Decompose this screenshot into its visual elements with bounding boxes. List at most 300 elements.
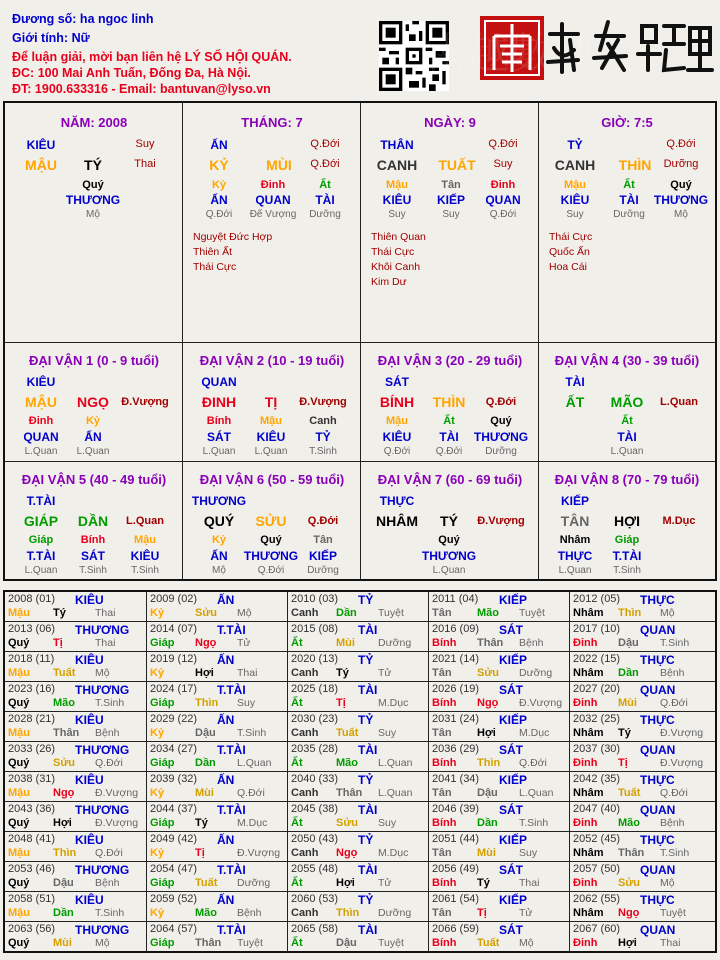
year-cell[interactable] <box>288 832 429 862</box>
year-label: 2026 (19) <box>432 683 480 695</box>
year-label: 2037 (30) <box>573 743 621 755</box>
decade-hidden-stem: Giáp <box>28 534 54 546</box>
hidden-god-star: KIÊU <box>382 193 412 207</box>
year-cell[interactable] <box>147 742 288 772</box>
seal-icon <box>425 10 714 86</box>
year-label: 2020 (13) <box>291 653 339 665</box>
year-stem: Ất <box>291 877 303 889</box>
decade-hidden-stage: Q.Đới <box>383 446 411 457</box>
decade-hidden-star: KIÊU <box>130 549 160 563</box>
year-label: 2032 (25) <box>573 713 621 725</box>
year-stage: M.Dục <box>237 817 268 829</box>
contact-invite: Để luận giải, mời bạn liên hệ LÝ SỐ HỘI QUÁN. <box>12 50 292 64</box>
decade-hidden-star: KIẾP <box>308 549 338 563</box>
year-cell[interactable] <box>429 922 570 952</box>
decade-branch: TÝ <box>440 513 458 529</box>
year-branch: Hợi <box>53 817 72 829</box>
year-label: 2038 (31) <box>8 773 56 785</box>
year-stem: Nhâm <box>573 907 604 919</box>
hidden-stem: Mậu <box>386 179 408 191</box>
decade-title: ĐẠI VẬN 2 (10 - 19 tuổi) <box>199 353 345 368</box>
decade-hidden-stage: T.Sinh <box>613 565 641 576</box>
year-god-star: KIẾP <box>499 593 528 607</box>
year-stage: L.Quan <box>237 757 272 769</box>
hidden-stage: Suy <box>566 209 584 220</box>
year-god-star: T.TÀI <box>217 683 246 697</box>
year-label: 2030 (23) <box>291 713 339 725</box>
special-star: Thái Cực <box>193 261 237 273</box>
year-branch: Sửu <box>53 757 76 769</box>
year-cell[interactable] <box>570 772 715 802</box>
year-stem: Đinh <box>573 877 598 889</box>
decade-hidden-stem: Bính <box>206 415 232 427</box>
year-cell[interactable] <box>288 682 429 712</box>
year-label: 2025 (18) <box>291 683 339 695</box>
hidden-stage: Đế Vượng <box>249 209 297 220</box>
decade-hidden-stem: Canh <box>309 415 337 427</box>
year-cell[interactable] <box>429 712 570 742</box>
year-stage: Đ.Vượng <box>660 727 704 739</box>
year-stage: M.Dục <box>378 697 409 709</box>
year-god-star: T.TÀI <box>217 803 246 817</box>
year-branch: Dần <box>53 907 74 919</box>
year-stem: Mậu <box>8 727 30 739</box>
year-stage: Mộ <box>95 937 110 949</box>
year-cell[interactable] <box>147 712 288 742</box>
year-cell[interactable] <box>288 892 429 922</box>
decade-branch: TỊ <box>264 394 278 410</box>
year-stage: Đ.Vượng <box>237 847 281 859</box>
year-branch: Tị <box>336 697 346 709</box>
year-cell[interactable] <box>429 742 570 772</box>
year-cell[interactable] <box>5 712 147 742</box>
year-stem: Canh <box>291 667 319 679</box>
year-stem: Mậu <box>8 607 30 619</box>
decade-title: ĐẠI VẬN 4 (30 - 39 tuổi) <box>554 353 700 368</box>
earthly-branch: TUẤT <box>438 157 476 173</box>
year-cell[interactable] <box>5 772 147 802</box>
decade-stage: Đ.Vượng <box>121 396 169 408</box>
site-logo[interactable] <box>425 10 714 86</box>
year-stem: Quý <box>8 697 30 709</box>
decade-god-star: KIÊU <box>26 375 56 389</box>
decade-7[interactable] <box>361 462 539 579</box>
year-god-star: QUAN <box>640 623 676 637</box>
year-label: 2053 (46) <box>8 863 56 875</box>
year-branch: Ngọ <box>336 847 358 859</box>
decade-stage: Đ.Vượng <box>477 515 525 527</box>
year-stage: Đ.Vượng <box>519 697 563 709</box>
hidden-god-star: THƯƠNG <box>653 193 709 207</box>
pillar-god-star: THÂN <box>380 138 414 152</box>
branch-stage: Dưỡng <box>663 158 699 170</box>
year-label: 2062 (55) <box>573 893 621 905</box>
heavenly-stem: KỶ <box>209 157 229 173</box>
year-branch: Thìn <box>477 757 501 769</box>
pillar-god-star: ẤN <box>210 138 228 152</box>
decade-1[interactable] <box>5 343 183 462</box>
year-cell[interactable] <box>288 592 429 622</box>
decade-hidden-stem: Quý <box>490 415 512 427</box>
year-god-star: ẤN <box>217 653 235 667</box>
hidden-stage: Dưỡng <box>309 209 341 220</box>
year-stem: Canh <box>291 607 319 619</box>
year-stem: Bính <box>432 637 457 649</box>
year-stem: Đinh <box>573 697 598 709</box>
year-god-star: TÀI <box>358 743 378 757</box>
decade-2[interactable] <box>183 343 361 462</box>
year-stage: Suy <box>519 847 538 859</box>
decade-god-star: SÁT <box>385 375 409 389</box>
year-cell[interactable] <box>570 592 715 622</box>
year-god-star: T.TÀI <box>217 863 246 877</box>
year-stem: Nhâm <box>573 847 604 859</box>
year-stage: Q.Đới <box>95 847 123 859</box>
year-cell[interactable] <box>570 922 715 952</box>
special-star: Khôi Canh <box>371 261 421 273</box>
hidden-stem: Mậu <box>564 179 586 191</box>
year-cell[interactable] <box>288 802 429 832</box>
year-cell[interactable] <box>429 622 570 652</box>
year-branch: Dần <box>618 667 639 679</box>
pillar-3[interactable] <box>361 103 539 343</box>
year-cell[interactable] <box>429 592 570 622</box>
year-stage: Mộ <box>95 667 110 679</box>
year-cell[interactable] <box>288 922 429 952</box>
decade-god-star: KIẾP <box>560 494 590 508</box>
year-stage: Đ.Vượng <box>660 757 704 769</box>
decade-hidden-stage: L.Quan <box>558 565 592 576</box>
year-branch: Sửu <box>195 607 218 619</box>
year-stem: Tân <box>432 907 452 919</box>
year-god-star: QUAN <box>640 923 676 937</box>
year-god-star: THỰC <box>640 593 675 607</box>
decade-title: ĐẠI VẬN 3 (20 - 29 tuổi) <box>377 353 523 368</box>
year-cell[interactable] <box>570 892 715 922</box>
year-label: 2012 (05) <box>573 593 621 605</box>
year-stem: Bính <box>432 757 457 769</box>
pillar-1[interactable] <box>5 103 183 343</box>
branch-stage: Q.Đới <box>310 158 340 170</box>
year-label: 2036 (29) <box>432 743 480 755</box>
year-label: 2056 (49) <box>432 863 480 875</box>
decade-god-star: TÀI <box>565 375 585 389</box>
decade-hidden-stage: L.Quan <box>202 446 236 457</box>
year-cell[interactable] <box>5 652 147 682</box>
year-cell[interactable] <box>570 622 715 652</box>
year-stem: Nhâm <box>573 667 604 679</box>
year-stage: T.Sinh <box>519 817 549 829</box>
year-god-star: KIÊU <box>75 833 104 847</box>
year-stem: Giáp <box>150 937 175 949</box>
year-cell[interactable] <box>288 772 429 802</box>
year-cell[interactable] <box>147 832 288 862</box>
header <box>0 0 720 100</box>
year-cell[interactable] <box>570 832 715 862</box>
year-god-star: THỰC <box>640 833 675 847</box>
year-label: 2031 (24) <box>432 713 480 725</box>
year-stage: Thai <box>237 667 258 679</box>
year-cell[interactable] <box>570 682 715 712</box>
year-branch: Dậu <box>195 727 216 739</box>
year-cell[interactable] <box>147 922 288 952</box>
pillar-4[interactable] <box>539 103 715 343</box>
year-stem: Đinh <box>573 757 598 769</box>
year-stage: Tuyệt <box>237 937 263 949</box>
pillar-god-star: TỶ <box>567 138 583 152</box>
decade-hidden-star: ẤN <box>210 549 228 563</box>
decade-hidden-star: SÁT <box>207 430 231 444</box>
year-cell[interactable] <box>5 922 147 952</box>
decade-god-star: THỰC <box>379 494 415 508</box>
special-star: Thái Cực <box>371 246 415 258</box>
year-stem: Bính <box>432 697 457 709</box>
year-branch: Tuất <box>53 667 76 679</box>
year-god-star: KIÊU <box>75 653 104 667</box>
decade-hidden-star: THƯƠNG <box>243 549 299 563</box>
year-god-star: THỰC <box>640 713 675 727</box>
decade-hidden-stem: Quý <box>260 534 282 546</box>
year-stage: Bệnh <box>95 727 120 739</box>
year-god-star: KIÊU <box>75 893 104 907</box>
year-god-star: THƯƠNG <box>75 803 130 817</box>
year-branch: Tuất <box>477 937 500 949</box>
year-god-star: TÀI <box>358 683 378 697</box>
year-god-star: TỶ <box>358 773 374 787</box>
year-cell[interactable] <box>288 862 429 892</box>
year-cell[interactable] <box>429 832 570 862</box>
special-star: Quốc Ấn <box>549 246 590 258</box>
year-cell[interactable] <box>5 892 147 922</box>
year-stage: Thai <box>95 607 116 619</box>
decade-hidden-stem: Mậu <box>134 534 156 546</box>
year-cell[interactable] <box>288 622 429 652</box>
year-god-star: SÁT <box>499 683 523 697</box>
year-cell[interactable] <box>5 802 147 832</box>
year-branch: Ngọ <box>53 787 75 799</box>
year-stage: Tuyệt <box>378 937 404 949</box>
decade-hidden-stem: Quý <box>438 534 460 546</box>
year-stage: Mộ <box>237 607 252 619</box>
year-cell[interactable] <box>570 862 715 892</box>
hidden-stage: Mộ <box>674 209 688 220</box>
decade-hidden-star: THƯƠNG <box>421 549 477 563</box>
year-branch: Sửu <box>336 817 359 829</box>
year-stem: Tân <box>432 727 452 739</box>
decade-stage: L.Quan <box>660 396 698 408</box>
contact-address: ĐC: 100 Mai Anh Tuấn, Đống Đa, Hà Nội. <box>12 66 251 80</box>
year-branch: Mùi <box>477 847 496 859</box>
year-stage: Bệnh <box>519 637 544 649</box>
year-label: 2050 (43) <box>291 833 339 845</box>
year-stage: T.Sinh <box>237 727 267 739</box>
decade-stem: TÂN <box>560 513 590 529</box>
chart-board <box>3 101 717 581</box>
year-god-star: THỰC <box>640 893 675 907</box>
decade-hidden-stem: Mậu <box>260 415 282 427</box>
year-label: 2009 (02) <box>150 593 198 605</box>
year-cell[interactable] <box>5 592 147 622</box>
year-god-star: TÀI <box>358 923 378 937</box>
year-cell[interactable] <box>429 892 570 922</box>
year-branch: Hợi <box>195 667 214 679</box>
year-label: 2046 (39) <box>432 803 480 815</box>
year-god-star: T.TÀI <box>217 743 246 757</box>
pillar-2[interactable] <box>183 103 361 343</box>
year-god-star: TỶ <box>358 893 374 907</box>
decade-hidden-stage: T.Sinh <box>309 446 337 457</box>
year-cell[interactable] <box>147 892 288 922</box>
year-branch: Tị <box>53 637 63 649</box>
year-label: 2019 (12) <box>150 653 198 665</box>
year-cell[interactable] <box>5 622 147 652</box>
year-cell[interactable] <box>429 772 570 802</box>
year-stem: Bính <box>432 817 457 829</box>
year-label: 2041 (34) <box>432 773 480 785</box>
year-cell[interactable] <box>147 802 288 832</box>
year-label: 2039 (32) <box>150 773 198 785</box>
year-cell[interactable] <box>147 772 288 802</box>
year-branch: Dần <box>477 817 498 829</box>
year-cell[interactable] <box>147 622 288 652</box>
decade-3[interactable] <box>361 343 539 462</box>
year-stem: Mậu <box>8 787 30 799</box>
decade-branch: MÃO <box>610 394 644 410</box>
year-cell[interactable] <box>5 862 147 892</box>
year-cell[interactable] <box>147 652 288 682</box>
pillar-title: NĂM: 2008 <box>60 115 128 130</box>
year-cell[interactable] <box>570 712 715 742</box>
decade-god-star: T.TÀI <box>26 494 56 508</box>
year-god-star: QUAN <box>640 743 676 757</box>
year-label: 2059 (52) <box>150 893 198 905</box>
year-label: 2017 (10) <box>573 623 621 635</box>
year-cell[interactable] <box>5 682 147 712</box>
yearly-fortune-grid <box>3 590 717 953</box>
year-cell[interactable] <box>5 832 147 862</box>
hidden-stage: Q.Đới <box>205 209 233 220</box>
decade-hidden-star: THƯƠNG <box>473 430 529 444</box>
year-stage: Tử <box>237 637 251 649</box>
decade-title: ĐẠI VẬN 8 (70 - 79 tuổi) <box>554 472 700 487</box>
decade-stem: MẬU <box>25 394 57 410</box>
year-stage: Tuyệt <box>378 607 404 619</box>
year-label: 2054 (47) <box>150 863 198 875</box>
year-label: 2014 (07) <box>150 623 198 635</box>
decade-hidden-stem: Kỷ <box>211 534 227 546</box>
heavenly-stem: CANH <box>554 157 596 173</box>
year-cell[interactable] <box>288 652 429 682</box>
year-cell[interactable] <box>5 742 147 772</box>
year-stem: Ất <box>291 697 303 709</box>
year-branch: Mão <box>195 907 217 919</box>
year-stem: Ất <box>291 757 303 769</box>
year-branch: Ngọ <box>618 907 640 919</box>
year-stage: Bệnh <box>660 667 685 679</box>
year-stage: Q.Đới <box>660 787 688 799</box>
year-cell[interactable] <box>288 712 429 742</box>
year-cell[interactable] <box>429 802 570 832</box>
year-cell[interactable] <box>147 682 288 712</box>
decade-title: ĐẠI VẬN 6 (50 - 59 tuổi) <box>199 472 345 487</box>
pillar-stage: Q.Đới <box>666 138 696 150</box>
year-stage: Thai <box>95 637 116 649</box>
decade-hidden-stage: L.Quan <box>432 565 466 576</box>
decade-4[interactable] <box>539 343 715 462</box>
year-god-star: SÁT <box>499 743 523 757</box>
year-branch: Thìn <box>195 697 219 709</box>
gender: Giới tính: Nữ <box>12 31 90 45</box>
year-cell[interactable] <box>429 862 570 892</box>
decade-hidden-star: KIÊU <box>256 430 286 444</box>
year-cell[interactable] <box>570 742 715 772</box>
year-branch: Mão <box>618 817 640 829</box>
year-label: 2057 (50) <box>573 863 621 875</box>
year-god-star: KIẾP <box>499 713 528 727</box>
year-cell[interactable] <box>429 652 570 682</box>
hidden-god-star: THƯƠNG <box>65 193 121 207</box>
heavenly-stem: MẬU <box>25 157 57 173</box>
year-cell[interactable] <box>147 862 288 892</box>
year-branch: Hợi <box>618 937 637 949</box>
year-god-star: TỶ <box>358 593 374 607</box>
year-cell[interactable] <box>570 652 715 682</box>
year-god-star: THƯƠNG <box>75 923 130 937</box>
year-cell[interactable] <box>429 682 570 712</box>
pillar-god-star: KIÊU <box>26 138 56 152</box>
year-stem: Đinh <box>573 817 598 829</box>
decade-5[interactable] <box>5 462 183 579</box>
hidden-god-star: QUAN <box>255 193 291 207</box>
year-branch: Mùi <box>336 637 355 649</box>
year-cell[interactable] <box>288 742 429 772</box>
year-label: 2048 (41) <box>8 833 56 845</box>
year-label: 2058 (51) <box>8 893 56 905</box>
decade-hidden-stage: Mộ <box>212 565 226 576</box>
hidden-stage: Dưỡng <box>613 209 645 220</box>
year-stem: Kỷ <box>150 607 165 619</box>
decade-hidden-stem: Mậu <box>386 415 408 427</box>
year-cell[interactable] <box>147 592 288 622</box>
year-label: 2027 (20) <box>573 683 621 695</box>
decade-stem: BÍNH <box>379 394 415 410</box>
year-stage: T.Sinh <box>95 697 125 709</box>
year-label: 2023 (16) <box>8 683 56 695</box>
hidden-stage: Q.Đới <box>489 209 517 220</box>
year-branch: Hợi <box>336 877 355 889</box>
branch-stage: Suy <box>493 158 513 170</box>
decade-hidden-stem: Nhâm <box>559 534 591 546</box>
decade-hidden-stem: Ất <box>443 415 455 427</box>
year-stem: Bính <box>432 877 457 889</box>
special-star: Thái Cực <box>549 231 593 243</box>
decade-stage: M.Dục <box>662 515 696 527</box>
year-branch: Dần <box>336 607 357 619</box>
year-stage: L.Quan <box>378 757 413 769</box>
year-label: 2044 (37) <box>150 803 198 815</box>
pillar-stage: Suy <box>135 138 155 150</box>
year-label: 2011 (04) <box>432 593 479 605</box>
year-label: 2065 (58) <box>291 923 339 935</box>
year-god-star: SÁT <box>499 803 523 817</box>
year-stage: Bệnh <box>237 907 262 919</box>
decade-hidden-star: ẤN <box>84 430 102 444</box>
decade-8[interactable] <box>539 462 715 579</box>
decade-6[interactable] <box>183 462 361 579</box>
year-cell[interactable] <box>570 802 715 832</box>
decade-stem: NHÂM <box>376 513 418 529</box>
year-label: 2060 (53) <box>291 893 339 905</box>
